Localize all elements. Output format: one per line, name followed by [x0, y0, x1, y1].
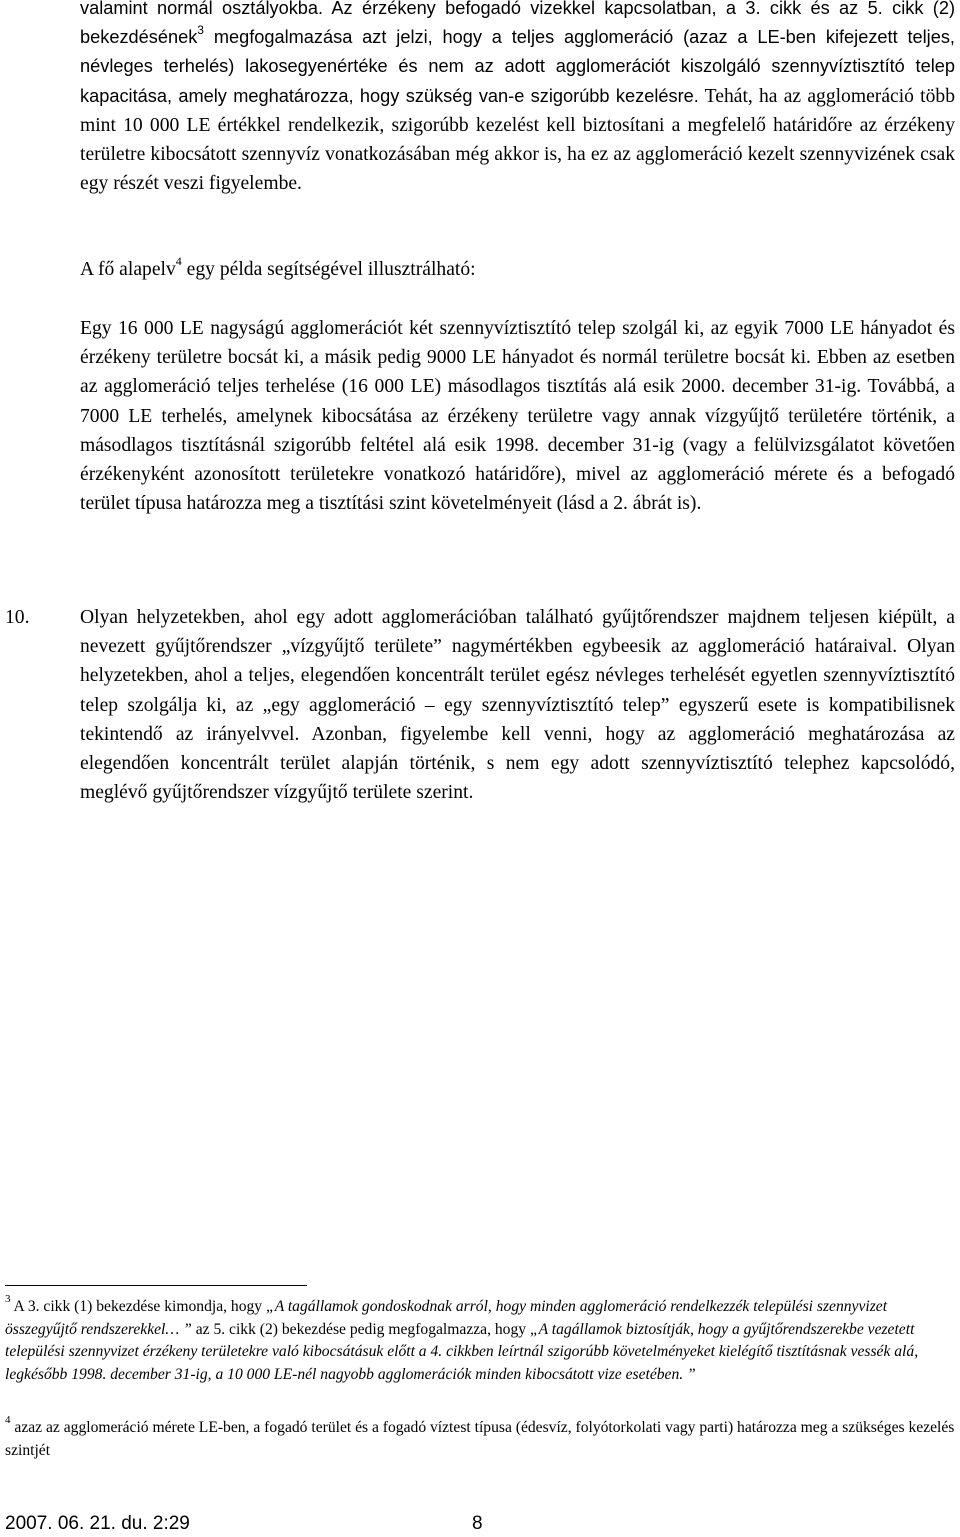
footnote-separator: [5, 1285, 307, 1286]
paragraph-10: Olyan helyzetekben, ahol egy adott agglomerációban található gyűjtőrendszer majdnem teljesen kiépült, a nevezett gyűjtőrendszer „vízgyűjtő területe” nagymértékben egybeesik az agglomeráció határaival. Olyan helyzetekben, ahol a teljes, elegendően koncentrált terület egész névleges terhelését egyetlen szennyvíztisztító telep szolgálja ki, az „egy agglomeráció – egy szennyvíztisztító telep” egyszerű esete is kompatibilisnek tekintendő az irányelvvel. Azonban, figyelembe kell venni, hogy az agglomeráció meghatározása az elegendően koncentrált terület alapján történik, s nem egy adott szennyvíztisztító telephez kapcsolódó, meglévő gyűjtőrendszer vízgyűjtő területe szerint.: [80, 607, 955, 804]
footer-page-number: 8: [472, 1513, 483, 1534]
footnote-4-number: 4: [5, 1413, 11, 1426]
paragraph-intro-text: valamint normál osztályokba. Az érzékeny befogadó vizekkel kapcsolatban, a 3. cikk és az 5. cikk (2) bekezdésének: [80, 0, 955, 48]
footnote-ref-4[interactable]: 4: [175, 254, 182, 269]
paragraph-intro-text-cont: megfogalmazása azt jelzi, hogy a teljes agglomeráció (azaz a LE-ben kifejezett teljes, névleges terhelés) lakosegyenértéke és nem az adott agglomerációt kiszolgáló szennyvíztisztító telep kapacitása, amely meghatározza, hogy szükség van-e szigorúbb kezelésre.: [80, 27, 955, 106]
footnote-3-number: 3: [5, 1292, 11, 1305]
principle-text: A fő alapelv: [80, 259, 176, 280]
footnote-3-quote-2: „A tagállamok biztosítják, hogy a gyűjtőrendszerekbe vezetett települési szennyvizet érzékeny területekre való kibocsátásuk előtt a 4. cikkben leírtnál szigorúbb követelményeket kielégítő tisztításnak vessék alá, legkésőbb 1998. december 31-ig, a 10 000 LE-nél nagyobb agglomerációk minden kibocsátott vize esetében. ”: [5, 1320, 919, 1383]
paragraph-intro: [80, 0, 955, 198]
footnote-3-text-cont: az 5. cikk (2) bekezdése pedig megfogalmazza, hogy: [191, 1320, 530, 1338]
footnote-4: [5, 1413, 955, 1462]
footnote-3-quote-1: „A tagállamok gondoskodnak arról, hogy minden agglomeráció rendelkezzék települési szennyvizet összegyűjtő rendszerekkel… ”: [5, 1298, 888, 1338]
footnote-4-text: azaz az agglomeráció mérete LE-ben, a fogadó terület és a fogadó víztest típusa (édesvíz, folyótorkolati vagy parti) határozza meg a szükséges kezelés szintjét: [5, 1419, 955, 1459]
footnote-3-text: A 3. cikk (1) bekezdése kimondja, hogy: [10, 1298, 267, 1315]
footer-date: 2007. 06. 21. du. 2:29: [5, 1513, 190, 1534]
paragraph-number: 10.: [5, 607, 30, 628]
paragraph-intro-serif: Tehát, ha az agglomeráció több mint 10 000 LE értékkel rendelkezik, szigorúbb kezelést kell biztosítani a megfelelő határidőre az érzékeny területre kibocsátott szennyvíz vonatkozásában még akkor is, ha ez az agglomeráció kezelt szennyvizének csak egy részét veszi figyelembe.: [80, 85, 956, 195]
paragraph-principle: [80, 255, 955, 284]
footnote-3: [5, 1292, 955, 1386]
principle-text-cont: egy példa segítségével illusztrálható:: [181, 259, 476, 280]
paragraph-example: Egy 16 000 LE nagyságú agglomerációt két szennyvíztisztító telep szolgál ki, az egyik 7000 LE hányadot és érzékeny területre bocsát ki, a másik pedig 9000 LE hányadot és normál területre bocsát ki. Ebben az esetben az agglomeráció teljes terhelése (16 000 LE) másodlagos tisztítás alá esik 2000. december 31-ig. Továbbá, a 7000 LE terhelés, amelynek kibocsátása az érzékeny területre vagy annak vízgyűjtő területére történik, a másodlagos tisztításnál szigorúbb feltétel alá esik 1998. december 31-ig (vagy a felülvizsgálatot követően érzékenyként azonosított területekre vonatkozó határidőre), mivel az agglomeráció mérete és a befogadó terület típusa határozza meg a tisztítási szint követelményeit (lásd a 2. ábrát is).: [80, 318, 955, 515]
footnote-ref-3[interactable]: 3: [197, 23, 204, 38]
